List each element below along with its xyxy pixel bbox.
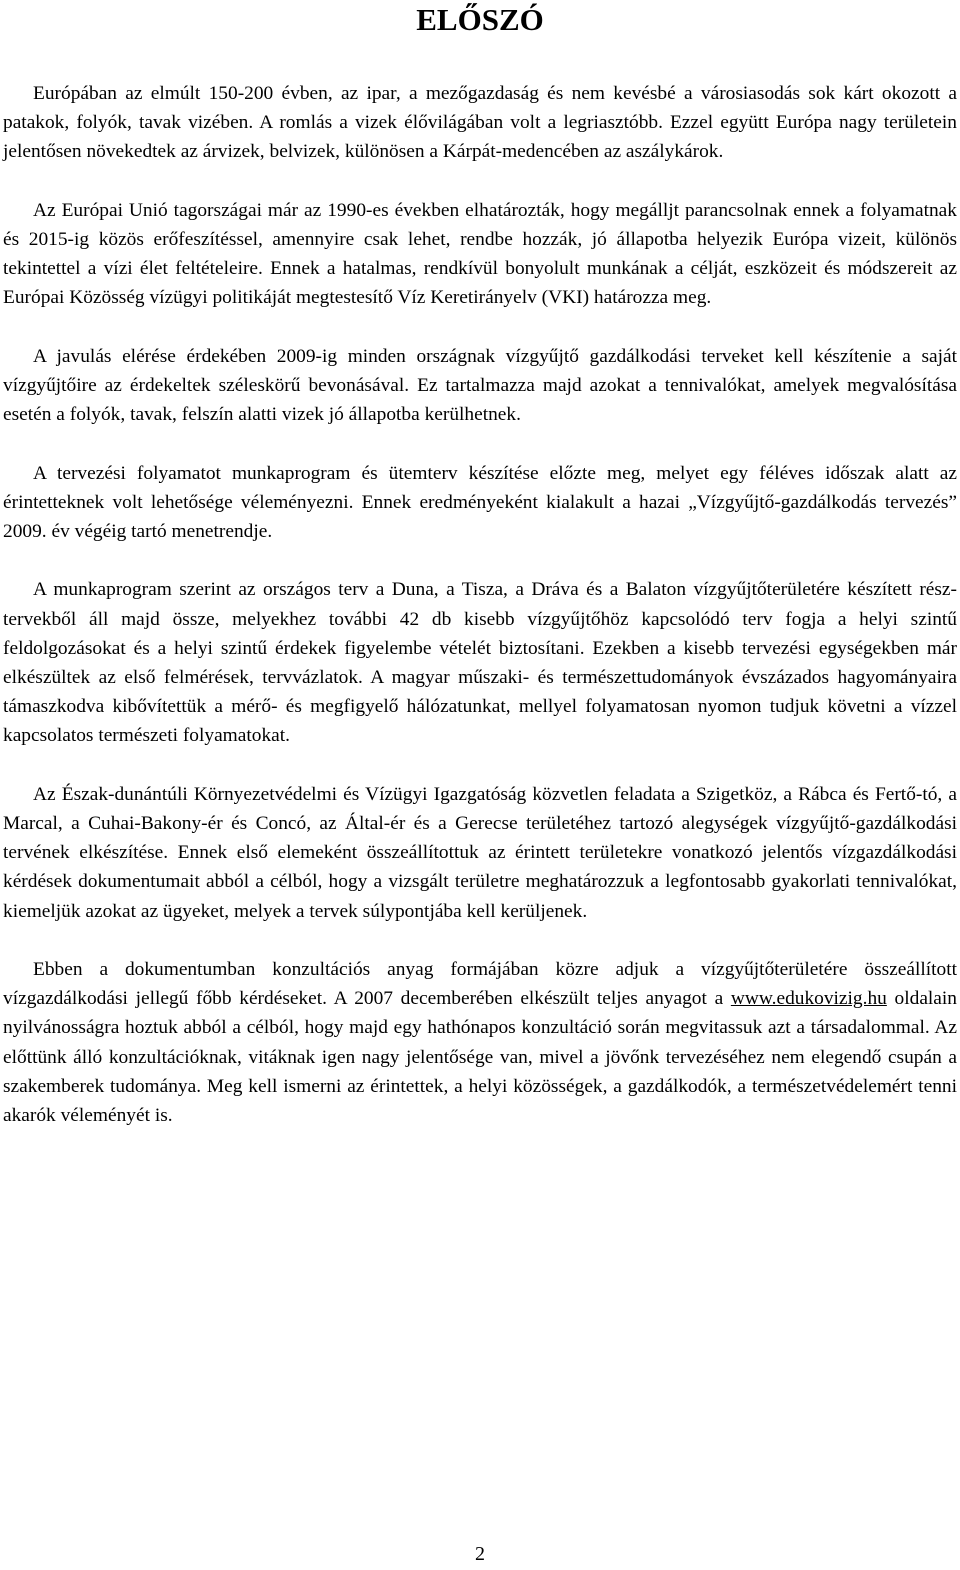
paragraph-5: A munkaprogram szerint az országos terv a Duna, a Tisza, a Dráva és a Balaton vízgyűjtőterületére készített rész-tervekből áll majd össze, melyekhez további 42 db kisebb vízgyűjtőhöz kapcsolódó terv fogja a helyi szintű feldolgozásokat és a helyi szintű érdekek figyelembe vételét biztosítani. Ezekben a kisebb tervezési egységekben már elkészültek az első felmérések, tervvázlatok. A magyar műszaki- és természettudományok évszázados hagyományaira támaszkodva kibővítettük a mérő- és megfigyelő hálózatunkat, mellyel folyamatosan nyomon tudjuk követni a vízzel kapcsolatos természeti folyamatokat. — [3, 579, 957, 747]
website-link[interactable]: www.edukovizig.hu — [730, 988, 887, 1010]
preface-body — [3, 79, 957, 1159]
paragraph-1: Európában az elmúlt 150-200 évben, az ipar, a mezőgazdaság és nem kevésbé a városiasodás sok kárt okozott a patakok, folyók, tavak vizében. A romlás a vizek élővilágában volt a legriasztóbb. Ezzel együtt Európa nagy területein jelentősen növekedtek az árvizek, belvizek, különösen a Kárpát-medencében az aszálykárok. — [3, 83, 957, 163]
page-number: 2 — [475, 1543, 485, 1565]
paragraph-6: Az Észak-dunántúli Környezetvédelmi és Vízügyi Igazgatóság közvetlen feladata a Szigetköz, a Rábca és Fertő-tó, a Marcal, a Cuhai-Bakony-ér és Concó, az Által-ér és a Gerecse területéhez tartozó alegységek vízgyűjtő-gazdálkodási tervének elkészítése. Ennek első elemeként összeállítottuk az érintett területekre vonatkozó jelentős vízgazdálkodási kérdések dokumentumait abból a célból, hogy a vizsgált területre meghatározzuk a legfontosabb gyakorlati tennivalókat, kiemeljük azokat az ügyeket, melyek a tervek súlypontjába kell kerüljenek. — [3, 783, 957, 922]
page-title: ELŐSZÓ — [416, 2, 544, 37]
paragraph-4: A tervezési folyamatot munkaprogram és ütemterv készítése előzte meg, melyet egy féléves időszak alatt az érintetteknek volt lehetősége véleményezni. Ennek eredményeként kialakult a hazai „Vízgyűjtő-gazdálkodás tervezés” 2009. év végéig tartó menetrendje. — [3, 462, 957, 542]
paragraph-7-text-before: Ebben a dokumentumban konzultációs anyag formájában közre adjuk a vízgyűjtőterületére összeállított vízgazdálkodási jellegű főbb kérdéseket. A 2007 decemberében elkészült teljes anyagot a — [3, 959, 957, 1010]
paragraph-3: A javulás elérése érdekében 2009-ig minden országnak vízgyűjtő gazdálkodási terveket kell készítenie a saját vízgyűjtőire az érdekeltek széleskörű bevonásával. Ez tartalmazza majd azokat a tennivalókat, amelyek megvalósítása esetén a folyók, tavak, felszín alatti vizek jó állapotba kerülhetnek. — [3, 345, 957, 426]
paragraph-7 — [3, 955, 957, 1130]
paragraph-2: Az Európai Unió tagországai már az 1990-es években elhatározták, hogy megálljt parancsolnak ennek a folyamatnak és 2015-ig közös erőfeszítéssel, amennyire csak lehet, rendbe hozzák, jó állapotba helyezik Európa vizeit, különös tekintettel a vízi élet feltételeire. Ennek a hatalmas, rendkívül bonyolult munkának a célját, eszközeit és módszereit az Európai Közösség vízügyi politikáját megtestesítő Víz Keretirányelv (VKI) határozza meg. — [3, 199, 957, 309]
paragraph-7-text-after: oldalain nyilvánosságra hoztuk abból a célból, hogy majd egy hathónapos konzultáció során megvitassuk azt a társadalommal. Az előttünk álló konzultációknak, vitáknak igen nagy jelentősége van, mivel a jövőnk tervezéséhez nem elegendő csupán a szakemberek tudománya. Meg kell ismerni az érintettek, a helyi közösségek, a gazdálkodók, a természetvédelemért tenni akarók véleményét is. — [3, 988, 957, 1127]
